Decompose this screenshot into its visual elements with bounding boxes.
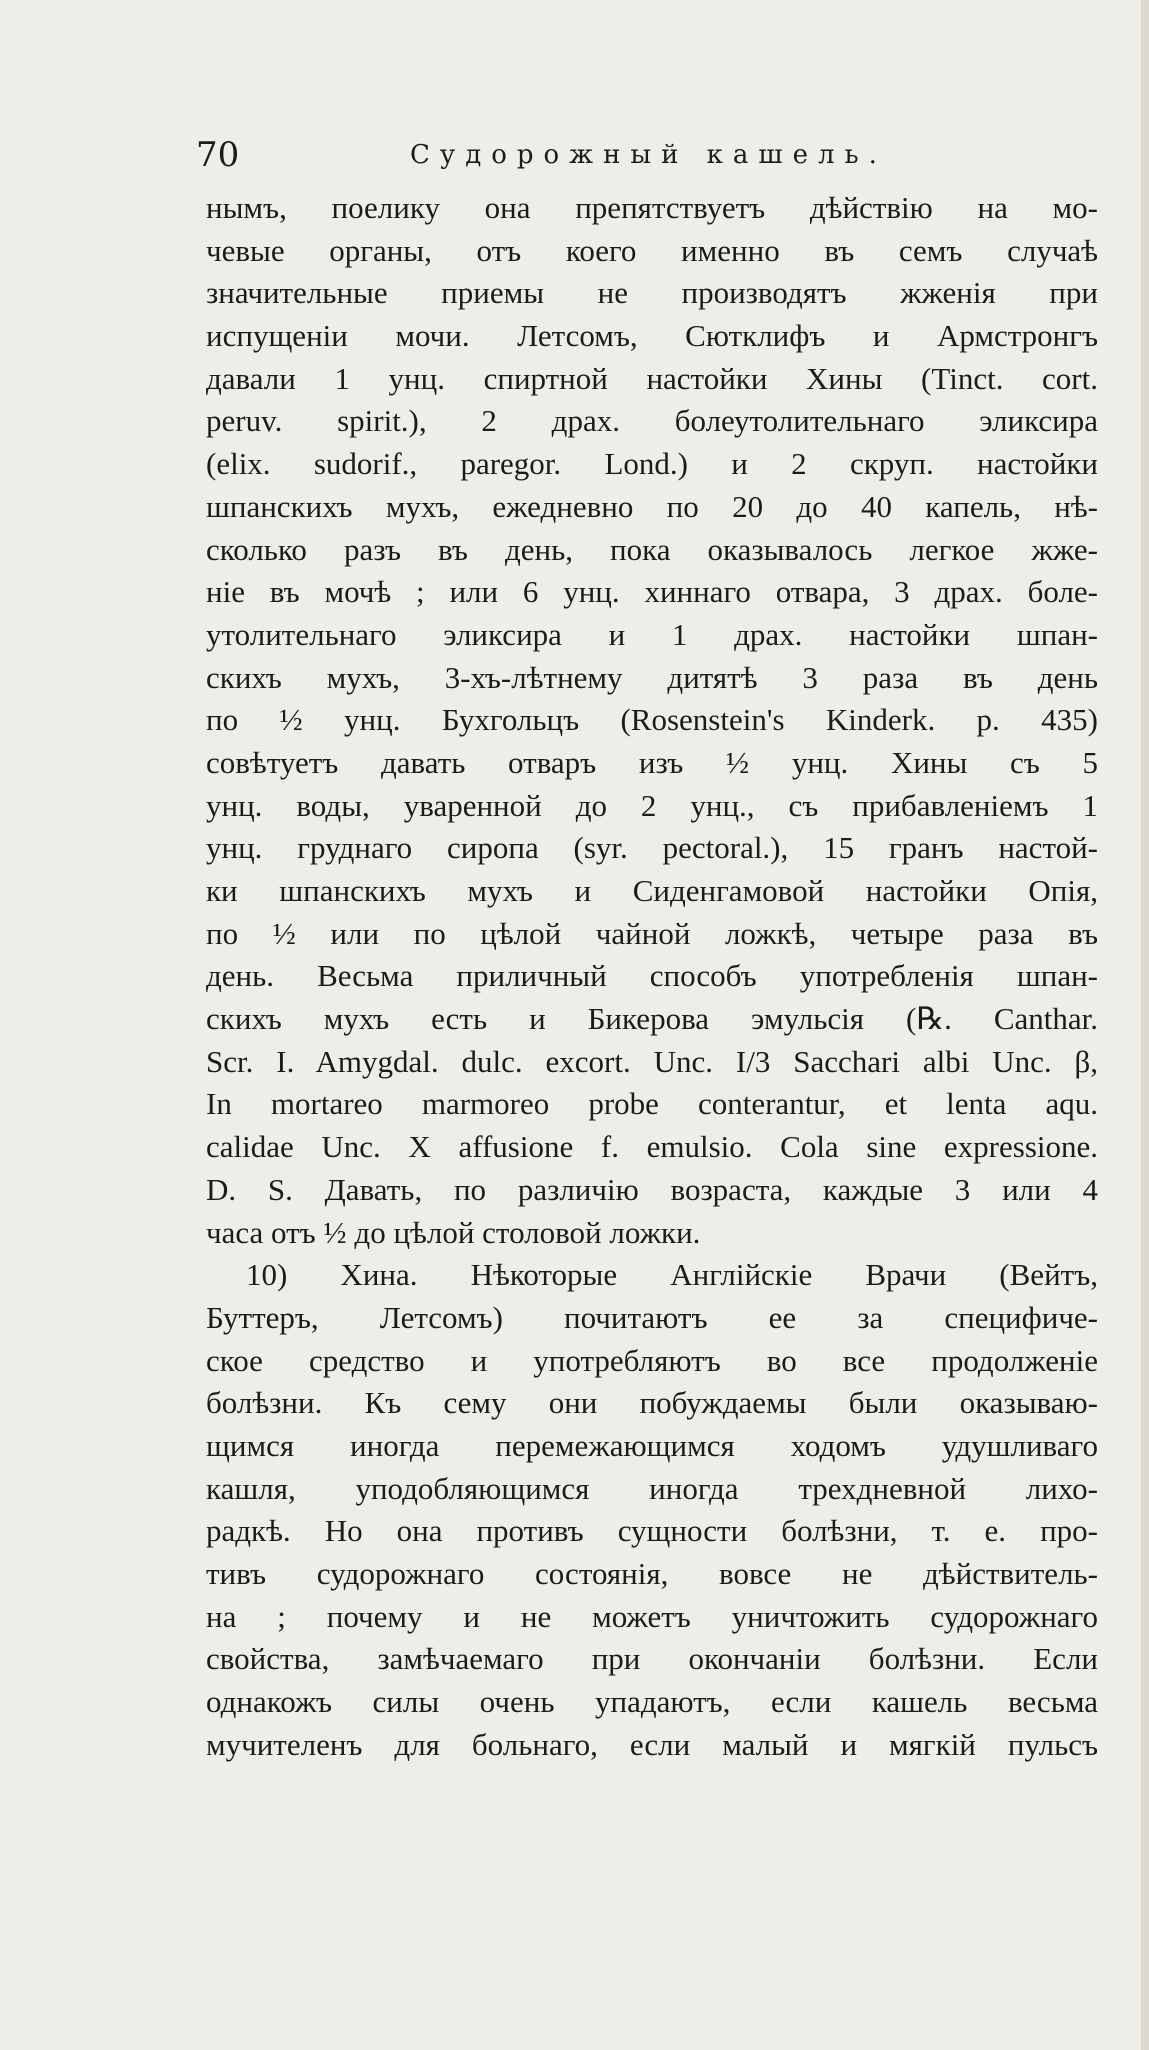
- text-line: 10) Хина. Нѣкоторые Англійскіе Врачи (Вейтъ,: [246, 1257, 1098, 1293]
- text-line: ніе въ мочѣ ; или 6 унц. хиннаго отвара, 3 драх. боле-: [206, 574, 1098, 610]
- text-line: унц. воды, уваренной до 2 унц., съ прибавленіемъ 1: [206, 787, 1098, 823]
- text-line: на ; почему и не можетъ уничтожить судорожнаго: [206, 1598, 1098, 1634]
- text-line: нымъ, поелику она препятствуетъ дѣйствію на мо-: [206, 190, 1098, 225]
- text-line: In mortareo marmoreo probe conterantur, et lenta aqu.: [206, 1086, 1098, 1122]
- text-line: скихъ мухъ, 3-хъ-лѣтнему дитятѣ 3 раза въ день: [206, 659, 1098, 695]
- text-line: чевые органы, отъ коего именно въ семъ случаѣ: [206, 232, 1098, 268]
- running-title: Судорожный кашель.: [410, 140, 887, 170]
- text-line: совѣтуетъ давать отваръ изъ ½ унц. Хины съ 5: [206, 744, 1098, 780]
- text-line: ское средство и употребляютъ во все продолженіе: [206, 1342, 1098, 1378]
- text-line: испущеніи мочи. Летсомъ, Сютклифъ и Армстронгъ: [206, 318, 1098, 354]
- text-line: D. S. Давать, по различію возраста, каждые 3 или 4: [206, 1171, 1098, 1207]
- body-text: [206, 187, 1098, 1766]
- text-line: кашля, уподобляющимся иногда трехдневной лихо-: [206, 1470, 1098, 1506]
- page-header: [196, 135, 916, 175]
- text-line: день. Весьма приличный способъ употребленія шпан-: [206, 958, 1098, 994]
- text-line: calidae Unc. X affusione f. emulsio. Cola sine expressione.: [206, 1129, 1098, 1165]
- text-line: Буттеръ, Летсомъ) почитаютъ ее за специфиче-: [206, 1299, 1098, 1335]
- text-line: peruv. spirit.), 2 драх. болеутолительнаго эликсира: [206, 403, 1098, 439]
- text-line: свойства, замѣчаемаго при окончаніи болѣзни. Если: [206, 1641, 1098, 1677]
- text-line: щимся иногда перемежающимся ходомъ удушливаго: [206, 1427, 1098, 1463]
- text-line: мучителенъ для больнаго, если малый и мягкій пульсъ: [206, 1726, 1098, 1762]
- page-edge: [1141, 0, 1149, 2050]
- text-line: (elix. sudorif., paregor. Lond.) и 2 скруп. настойки: [206, 446, 1098, 482]
- text-line: однакожъ силы очень упадаютъ, если кашель весьма: [206, 1684, 1098, 1720]
- text-line: Scr. I. Amygdal. dulc. excort. Unc. I/3 Sacchari albi Unc. β,: [206, 1043, 1098, 1079]
- text-line: скихъ мухъ есть и Бикерова эмульсія (℞. Canthar.: [206, 1001, 1098, 1037]
- text-line: утолительнаго эликсира и 1 драх. настойки шпан-: [206, 616, 1098, 652]
- text-line: ки шпанскихъ мухъ и Сиденгамовой настойки Опія,: [206, 873, 1098, 908]
- text-line: по ½ или по цѣлой чайной ложкѣ, четыре раза въ: [206, 915, 1098, 951]
- text-line: шпанскихъ мухъ, ежедневно по 20 до 40 капель, нѣ-: [206, 488, 1098, 524]
- text-line: значительные приемы не производятъ жженія при: [206, 275, 1098, 311]
- text-line: по ½ унц. Бухгольцъ (Rosenstein's Kinderk. p. 435): [206, 702, 1098, 738]
- text-line: сколько разъ въ день, пока оказывалось легкое жже-: [206, 531, 1098, 567]
- text-line: радкѣ. Но она противъ сущности болѣзни, т. е. про-: [206, 1513, 1098, 1549]
- page-number: 70: [196, 135, 240, 175]
- text-line: давали 1 унц. спиртной настойки Хины (Tinct. cort.: [206, 360, 1098, 396]
- text-line: тивъ судорожнаго состоянія, вовсе не дѣйствитель-: [206, 1556, 1098, 1591]
- text-line: часа отъ ½ до цѣлой столовой ложки.: [206, 1214, 701, 1250]
- text-line: болѣзни. Къ сему они побуждаемы были оказываю-: [206, 1385, 1098, 1421]
- text-line: унц. груднаго сиропа (syr. pectoral.), 15 гранъ настой-: [206, 830, 1098, 866]
